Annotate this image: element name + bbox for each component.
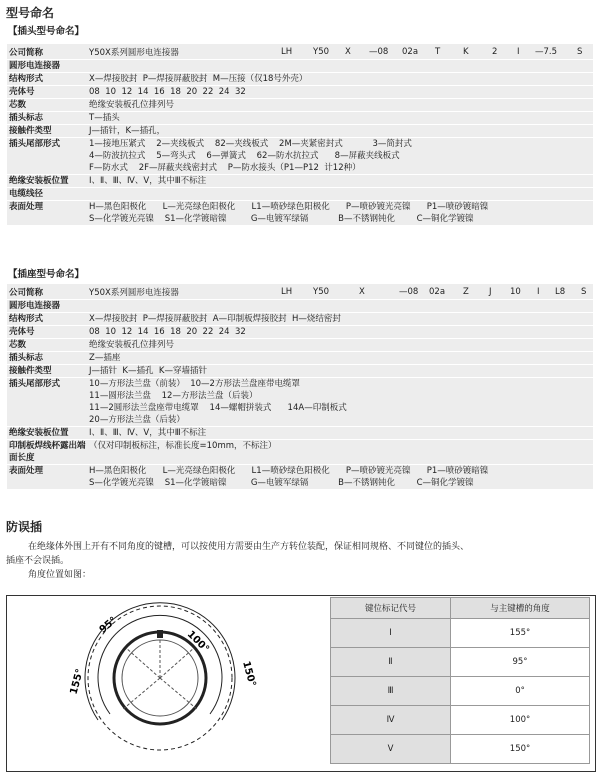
spec-row — [7, 112, 593, 125]
spec-label: 电缆线径 — [9, 189, 44, 199]
spec-label: 壳体号 — [9, 327, 35, 337]
code-part: —08 — [399, 286, 419, 297]
spec-label: 芯数 — [9, 340, 27, 350]
code-label: 公司简称 — [9, 47, 44, 58]
spec-row — [7, 138, 593, 175]
socket-table — [7, 284, 593, 490]
spec-value — [89, 378, 593, 426]
spec-row — [7, 188, 593, 201]
spec-label: 绝缘安装板位置 — [9, 176, 69, 186]
spec-line: 11—圆形法兰盘 12—方形法兰盘（后装） — [89, 391, 258, 401]
spec-line — [89, 188, 593, 200]
spec-row — [7, 313, 593, 326]
spec-value — [89, 313, 593, 325]
spec-label: 绝缘安装板位置 — [9, 428, 69, 438]
spec-value — [89, 188, 593, 200]
spec-line: S—化学镀光亮镍 S1—化学镀暗镍 G—电镀军绿镉 B—不锈钢钝化 C—铜化学镀镍 — [89, 214, 474, 224]
spec-line: （仅对印制板标注，标准长度=10mm，不标注） — [89, 441, 277, 451]
spec-row — [7, 60, 593, 73]
code-desc: Y50X系列圆形电连接器 — [89, 287, 179, 298]
code-part: X — [345, 46, 351, 57]
angle-label: 155° — [68, 667, 86, 696]
spec-value — [89, 440, 593, 452]
anti-para-2: 插座不会误插。 — [6, 556, 70, 566]
code-part: T — [435, 46, 441, 57]
spec-row — [7, 352, 593, 365]
code-part: —7.5 — [535, 46, 558, 57]
code-part: I — [517, 46, 520, 57]
angle-value: 150° — [451, 735, 590, 764]
angle-row — [331, 619, 590, 648]
plug-code-row — [7, 44, 593, 60]
code-part: 2 — [492, 46, 498, 57]
spec-line: J—插针，K—插孔， — [89, 126, 166, 136]
angle-label: 95° — [97, 615, 120, 636]
spec-value — [89, 99, 593, 111]
spec-label: 结构形式 — [9, 74, 44, 84]
spec-row — [7, 125, 593, 138]
code-part: Z — [463, 286, 469, 297]
spec-line: 20—方形法兰盘（后装） — [89, 415, 185, 425]
spec-value — [89, 326, 593, 338]
spec-label: 壳体号 — [9, 87, 35, 97]
socket-heading: 【插座型号命名】 — [8, 269, 85, 280]
anti-title: 防误插 — [6, 520, 43, 534]
code-part: Y50 — [313, 286, 330, 297]
spec-label: 插头标志 — [9, 353, 44, 363]
angle-value: 100° — [451, 706, 590, 735]
main-key-slot — [157, 630, 163, 638]
spec-line: H—黑色阳极化 L—光亮绿色阳极化 L1—喷砂绿色阳极化 P—喷砂镀光亮镍 P1—喷砂镀暗镍 — [89, 466, 489, 476]
spec-row — [7, 427, 593, 440]
spec-line: Ⅰ、Ⅱ、Ⅲ、Ⅳ、Ⅴ，其中Ⅲ不标注 — [89, 428, 207, 438]
spec-value — [89, 175, 593, 187]
spec-line: X—焊接胶封 P—焊接屏蔽胶封 M—压接（仅18号外壳） — [89, 74, 308, 84]
spec-row — [7, 465, 593, 490]
plug-table — [7, 44, 593, 226]
spec-line: T—插头 — [89, 113, 120, 123]
angle-value: 155° — [451, 619, 590, 648]
spec-row — [7, 326, 593, 339]
code-label: 公司简称 — [9, 287, 44, 298]
code-part: LH — [281, 286, 293, 297]
code-part: 10 — [510, 286, 521, 297]
spec-value — [89, 300, 593, 312]
angle-key: Ⅴ — [331, 735, 451, 764]
angle-row — [331, 677, 590, 706]
spec-label: 接触件类型 — [9, 366, 52, 376]
spec-row — [7, 440, 593, 465]
spec-line: 10—方形法兰盘（前装） 10—2方形法兰盘座带电缆罩 — [89, 379, 300, 389]
spec-label: 插头尾部形式 — [9, 379, 61, 389]
angle-key: Ⅰ — [331, 619, 451, 648]
code-part: —08 — [369, 46, 389, 57]
spec-line: Z—插座 — [89, 353, 121, 363]
spec-line: 11—2圆形法兰盘座带电缆罩 14—螺帽拼装式 14A—印制板式 — [89, 403, 347, 413]
spec-row — [7, 201, 593, 226]
code-part: 02a — [429, 286, 446, 297]
angle-key: Ⅳ — [331, 706, 451, 735]
angle-value: 95° — [451, 648, 590, 677]
spec-value — [89, 138, 593, 174]
spec-label: 表面处理 — [9, 466, 44, 476]
angle-table — [330, 597, 590, 764]
code-desc: Y50X系列圆形电连接器 — [89, 47, 179, 58]
code-part: 02a — [402, 46, 419, 57]
spec-value — [89, 352, 593, 364]
spec-value — [89, 125, 593, 137]
keyway-diagram — [60, 600, 260, 768]
spec-row — [7, 86, 593, 99]
angle-key: Ⅲ — [331, 677, 451, 706]
spec-value — [89, 465, 593, 489]
spec-value — [89, 427, 593, 439]
angle-label: 100° — [184, 628, 211, 656]
spec-row — [7, 73, 593, 86]
socket-code-row — [7, 284, 593, 300]
spec-line — [89, 60, 593, 72]
code-part: S — [577, 46, 583, 57]
anti-para-1: 在绝缘体外围上开有不同角度的键槽，可以按使用方需要由生产方转位装配，保证相同规格、不同键位的插头、 — [28, 542, 470, 552]
code-part: S — [581, 286, 587, 297]
angle-table-header: 键位标记代号 — [331, 598, 451, 619]
code-part: K — [463, 46, 469, 57]
spec-row — [7, 339, 593, 352]
spec-line: 绝缘安装板孔位排列号 — [89, 340, 175, 350]
code-part: Y50 — [313, 46, 330, 57]
spec-line: 4—防波抗拉式 5—弯头式 6—弹簧式 62—防水抗拉式 8—屏蔽夹线板式 — [89, 151, 400, 161]
spec-line: J—插针 K—插孔 K—穿墙插针 — [89, 366, 207, 376]
anti-para — [6, 540, 594, 568]
spec-value — [89, 339, 593, 351]
spec-line — [89, 300, 593, 312]
spec-value — [89, 86, 593, 98]
angle-table-header: 与主键槽的角度 — [451, 598, 590, 619]
angle-value: 0° — [451, 677, 590, 706]
spec-line: H—黑色阳极化 L—光亮绿色阳极化 L1—喷砂绿色阳极化 P—喷砂镀光亮镍 P1—喷砂镀暗镍 — [89, 202, 489, 212]
code-part: J — [489, 286, 492, 297]
spec-label: 圆形电连接器 — [9, 61, 61, 71]
spec-value — [89, 365, 593, 377]
spec-line: Ⅰ、Ⅱ、Ⅲ、Ⅳ、Ⅴ，其中Ⅲ不标注 — [89, 176, 207, 186]
spec-line: 08 10 12 14 16 18 20 22 24 32 — [89, 327, 246, 337]
spec-value — [89, 60, 593, 72]
code-part: LH — [281, 46, 293, 57]
spec-label: 印制板焊线杯露出端面长度 — [9, 441, 86, 463]
spec-row — [7, 175, 593, 188]
spec-label: 结构形式 — [9, 314, 44, 324]
plug-heading: 【插头型号命名】 — [8, 26, 85, 37]
angle-row — [331, 706, 590, 735]
code-part: I — [537, 286, 540, 297]
spec-label: 圆形电连接器 — [9, 301, 61, 311]
angle-key: Ⅱ — [331, 648, 451, 677]
spec-value — [89, 112, 593, 124]
angle-row — [331, 648, 590, 677]
spec-row — [7, 300, 593, 313]
spec-value — [89, 73, 593, 85]
spec-line: S—化学镀光亮镍 S1—化学镀暗镍 G—电镀军绿镉 B—不锈钢钝化 C—铜化学镀镍 — [89, 478, 474, 488]
spec-row — [7, 365, 593, 378]
spec-line: X—焊接胶封 P—焊接屏蔽胶封 A—印制板焊接胶封 H—烧结密封 — [89, 314, 341, 324]
page-title: 型号命名 — [6, 6, 55, 20]
spec-line: 1—接地压紧式 2—夹线板式 82—夹线板式 2M—夹紧密封式 3—简封式 — [89, 139, 412, 149]
spec-line: F—防水式 2F—屏蔽夹线密封式 P—防水接头（P1—P12 计12种） — [89, 163, 361, 173]
spec-value — [89, 201, 593, 225]
angle-label: 150° — [240, 660, 258, 688]
spec-label: 插头尾部形式 — [9, 139, 61, 149]
spec-line: 绝缘安装板孔位排列号 — [89, 100, 175, 110]
angle-row — [331, 735, 590, 764]
spec-label: 表面处理 — [9, 202, 44, 212]
code-part: L8 — [555, 286, 566, 297]
code-part: X — [359, 286, 365, 297]
spec-line: 08 10 12 14 16 18 20 22 24 32 — [89, 87, 246, 97]
spec-row — [7, 378, 593, 427]
spec-label: 芯数 — [9, 100, 27, 110]
anti-para-3: 角度位置如图： — [28, 570, 92, 580]
spec-label: 接触件类型 — [9, 126, 52, 136]
spec-row — [7, 99, 593, 112]
spec-label: 插头标志 — [9, 113, 44, 123]
